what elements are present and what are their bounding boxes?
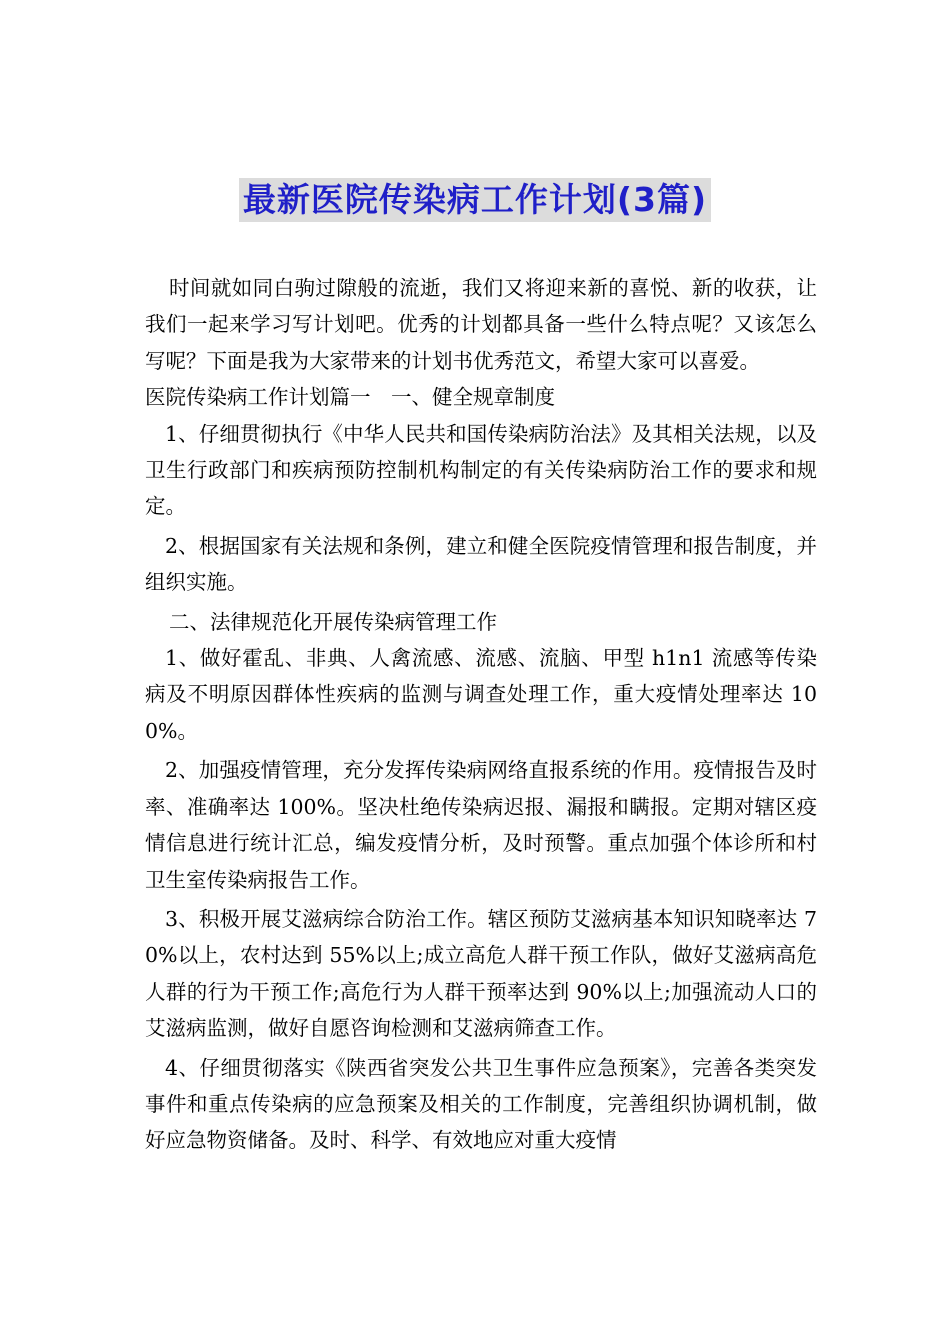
document-body <box>145 270 817 1159</box>
paragraph-2-1: 1、做好霍乱、非典、人禽流感、流感、流脑、甲型 h1n1 流感等传染病及不明原因群体性疾病的监测与调查处理工作，重大疫情处理率达 100%。 <box>145 646 817 743</box>
intro-paragraph: 时间就如同白驹过隙般的流逝，我们又将迎来新的喜悦、新的收获，让我们一起来学习写计划吧。优秀的计划都具备一些什么特点呢？又该怎么写呢？下面是我为大家带来的计划书优秀范文，希望大家可以喜爱。 <box>145 276 817 373</box>
paragraph-1-1: 1、仔细贯彻执行《中华人民共和国传染病防治法》及其相关法规，以及卫生行政部门和疾病预防控制机构制定的有关传染病防治工作的要求和规定。 <box>145 421 817 519</box>
paragraph-1-2: 2、根据国家有关法规和条例，建立和健全医院疫情管理和报告制度，并组织实施。 <box>145 533 817 595</box>
title-container <box>0 178 950 222</box>
document-title: 最新医院传染病工作计划(3篇) <box>239 178 711 222</box>
paragraph-2-4: 4、仔细贯彻落实《陕西省突发公共卫生事件应急预案》，完善各类突发事件和重点传染病的应急预案及相关的工作制度，完善组织协调机制，做好应急物资储备。及时、科学、有效地应对重大疫情 <box>145 1055 817 1153</box>
section-heading-2: 二、法律规范化开展传染病管理工作 <box>169 609 497 634</box>
paragraph-2-3: 3、积极开展艾滋病综合防治工作。辖区预防艾滋病基本知识知晓率达 70%以上，农村达到 55%以上;成立高危人群干预工作队，做好艾滋病高危人群的行为干预工作;高危行为人群干预率达到 90%以上;加强流动人口的艾滋病监测，做好自愿咨询检测和艾滋病筛查工作。 <box>145 906 817 1041</box>
section-heading-1: 医院传染病工作计划篇一 一、健全规章制度 <box>145 385 555 410</box>
paragraph-2-2: 2、加强疫情管理，充分发挥传染病网络直报系统的作用。疫情报告及时率、准确率达 100%。坚决杜绝传染病迟报、漏报和瞒报。定期对辖区疫情信息进行统计汇总，编发疫情分析，及时预警。重点加强个体诊所和村卫生室传染病报告工作。 <box>145 758 817 892</box>
